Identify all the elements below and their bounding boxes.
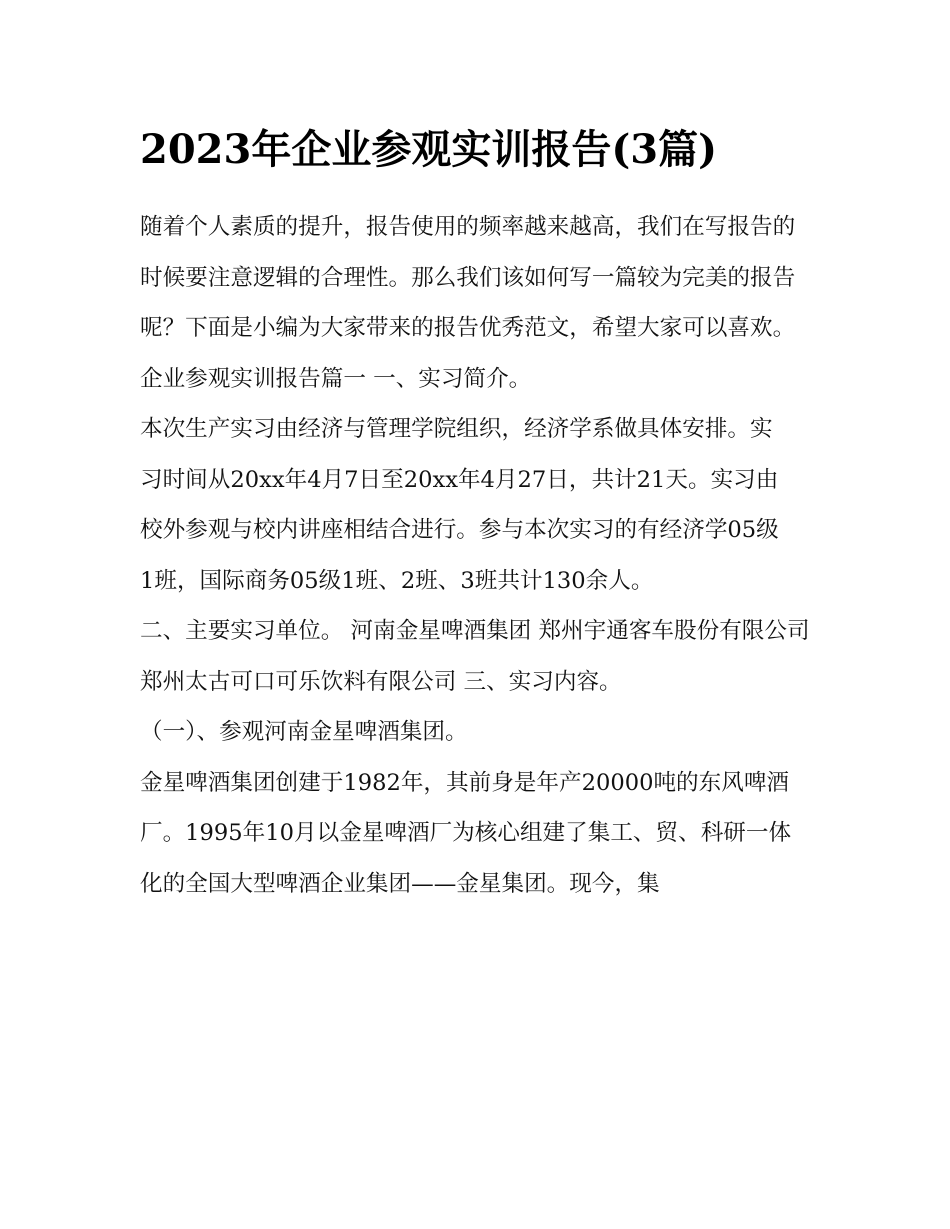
paragraph-internship-overview: 本次生产实习由经济与管理学院组织，经济学系做具体安排。实习时间从20xx年4月7日至20xx年4月27日，共计21天。实习由校外参观与校内讲座相结合进行。参与本次实习的有经济学05级1班，国际商务05级1班、2班、3班共计130余人。 (140, 416, 779, 594)
paragraph-internship-units: 二、主要实习单位。 河南金星啤酒集团 郑州宇通客车股份有限公司 郑州太古可口可乐饮料有限公司 三、实习内容。 (140, 618, 810, 695)
document-title: 2023年企业参观实训报告(3篇) (140, 126, 718, 173)
paragraph-jinxing-history: 金星啤酒集团创建于1982年，其前身是年产20000吨的东风啤酒厂。1995年10月以金星啤酒厂为核心组建了集工、贸、科研一体化的全国大型啤酒企业集团——金星集团。现今，集 (140, 769, 792, 897)
document-body (140, 118, 815, 909)
paragraph-visit-jinxing-heading: （一）、参观河南金星啤酒集团。 (140, 719, 468, 745)
paragraph-intro: 随着个人素质的提升，报告使用的频率越来越高，我们在写报告的时候要注意逻辑的合理性。那么我们该如何写一篇较为完美的报告呢？下面是小编为大家带来的报告优秀范文，希望大家可以喜欢。 (140, 214, 796, 341)
paragraph-section-one-heading: 企业参观实训报告篇一 一、实习简介。 (140, 365, 532, 392)
